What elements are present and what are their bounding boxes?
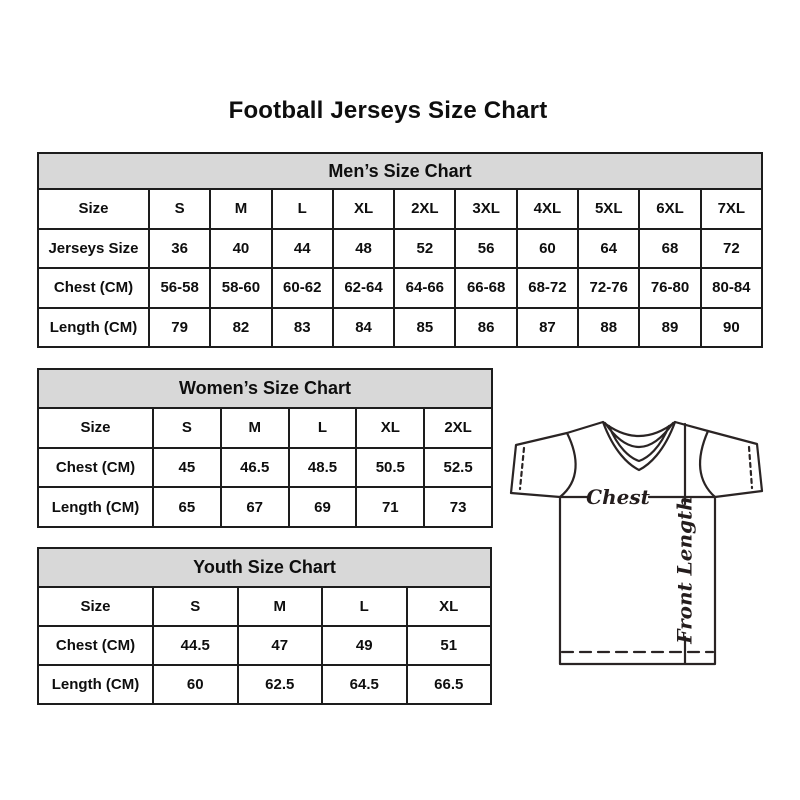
row-label-cell: Chest (CM) <box>38 626 153 665</box>
row-label-cell: Jerseys Size <box>38 229 149 269</box>
value-cell: 47 <box>238 626 323 665</box>
value-cell: XL <box>333 189 394 229</box>
right-cuff-dashed-line <box>749 447 752 488</box>
value-cell: 72-76 <box>578 268 639 308</box>
value-cell: S <box>153 408 221 448</box>
row-label-cell: Size <box>38 408 153 448</box>
value-cell: 84 <box>333 308 394 348</box>
table-row <box>38 189 762 229</box>
row-label-cell: Size <box>38 189 149 229</box>
left-armhole-seam <box>560 433 576 497</box>
row-label-cell: Length (CM) <box>38 308 149 348</box>
value-cell: 36 <box>149 229 210 269</box>
table-header-row <box>38 548 491 587</box>
value-cell: 56-58 <box>149 268 210 308</box>
value-cell: 62-64 <box>333 268 394 308</box>
value-cell: 4XL <box>517 189 578 229</box>
value-cell: 5XL <box>578 189 639 229</box>
value-cell: 71 <box>356 487 424 527</box>
row-label-cell: Chest (CM) <box>38 268 149 308</box>
table-row <box>38 229 762 269</box>
table-row <box>38 408 492 448</box>
value-cell: 48 <box>333 229 394 269</box>
value-cell: 58-60 <box>210 268 271 308</box>
value-cell: 40 <box>210 229 271 269</box>
value-cell: 88 <box>578 308 639 348</box>
value-cell: 69 <box>289 487 357 527</box>
page-title: Football Jerseys Size Chart <box>228 97 548 124</box>
table-title: Youth Size Chart <box>38 548 491 587</box>
value-cell: 2XL <box>394 189 455 229</box>
value-cell: 86 <box>455 308 516 348</box>
value-cell: XL <box>356 408 424 448</box>
table-row <box>38 308 762 348</box>
table-row <box>38 665 491 704</box>
value-cell: 60-62 <box>272 268 333 308</box>
table-header-row <box>38 153 762 189</box>
value-cell: S <box>149 189 210 229</box>
table-row <box>38 626 491 665</box>
value-cell: 44 <box>272 229 333 269</box>
value-cell: 68 <box>639 229 700 269</box>
value-cell: 2XL <box>424 408 492 448</box>
value-cell: 64.5 <box>322 665 407 704</box>
jersey-outline <box>511 422 762 664</box>
left-cuff-dashed-line <box>520 448 524 489</box>
jersey-measurement-diagram <box>505 405 775 680</box>
table-title: Women’s Size Chart <box>38 369 492 408</box>
table-title: Men’s Size Chart <box>38 153 762 189</box>
table-row <box>38 268 762 308</box>
value-cell: 76-80 <box>639 268 700 308</box>
value-cell: 67 <box>221 487 289 527</box>
value-cell: M <box>221 408 289 448</box>
value-cell: 60 <box>153 665 238 704</box>
value-cell: 82 <box>210 308 271 348</box>
value-cell: L <box>272 189 333 229</box>
value-cell: M <box>238 587 323 626</box>
value-cell: 68-72 <box>517 268 578 308</box>
value-cell: 52.5 <box>424 448 492 488</box>
row-label-cell: Length (CM) <box>38 487 153 527</box>
value-cell: XL <box>407 587 492 626</box>
value-cell: 62.5 <box>238 665 323 704</box>
value-cell: 56 <box>455 229 516 269</box>
value-cell: 48.5 <box>289 448 357 488</box>
mens-size-table <box>37 152 763 348</box>
value-cell: 46.5 <box>221 448 289 488</box>
row-label-cell: Size <box>38 587 153 626</box>
value-cell: 50.5 <box>356 448 424 488</box>
value-cell: 80-84 <box>701 268 762 308</box>
value-cell: 65 <box>153 487 221 527</box>
row-label-cell: Length (CM) <box>38 665 153 704</box>
value-cell: 66-68 <box>455 268 516 308</box>
chest-label: Chest <box>586 485 650 509</box>
table-header-row <box>38 369 492 408</box>
value-cell: 52 <box>394 229 455 269</box>
value-cell: 66.5 <box>407 665 492 704</box>
value-cell: 51 <box>407 626 492 665</box>
value-cell: 73 <box>424 487 492 527</box>
table-row <box>38 487 492 527</box>
value-cell: 87 <box>517 308 578 348</box>
value-cell: 60 <box>517 229 578 269</box>
value-cell: 64 <box>578 229 639 269</box>
front-length-label: Front Length <box>672 496 697 644</box>
value-cell: 64-66 <box>394 268 455 308</box>
value-cell: 6XL <box>639 189 700 229</box>
value-cell: 7XL <box>701 189 762 229</box>
value-cell: 79 <box>149 308 210 348</box>
value-cell: 83 <box>272 308 333 348</box>
table-row <box>38 448 492 488</box>
value-cell: 49 <box>322 626 407 665</box>
womens-size-table <box>37 368 493 528</box>
value-cell: S <box>153 587 238 626</box>
right-armhole-seam <box>700 431 715 497</box>
value-cell: M <box>210 189 271 229</box>
value-cell: 89 <box>639 308 700 348</box>
table-row <box>38 587 491 626</box>
value-cell: 85 <box>394 308 455 348</box>
row-label-cell: Chest (CM) <box>38 448 153 488</box>
youth-size-table <box>37 547 492 705</box>
value-cell: 3XL <box>455 189 516 229</box>
value-cell: L <box>322 587 407 626</box>
value-cell: 44.5 <box>153 626 238 665</box>
value-cell: 90 <box>701 308 762 348</box>
value-cell: L <box>289 408 357 448</box>
value-cell: 45 <box>153 448 221 488</box>
value-cell: 72 <box>701 229 762 269</box>
